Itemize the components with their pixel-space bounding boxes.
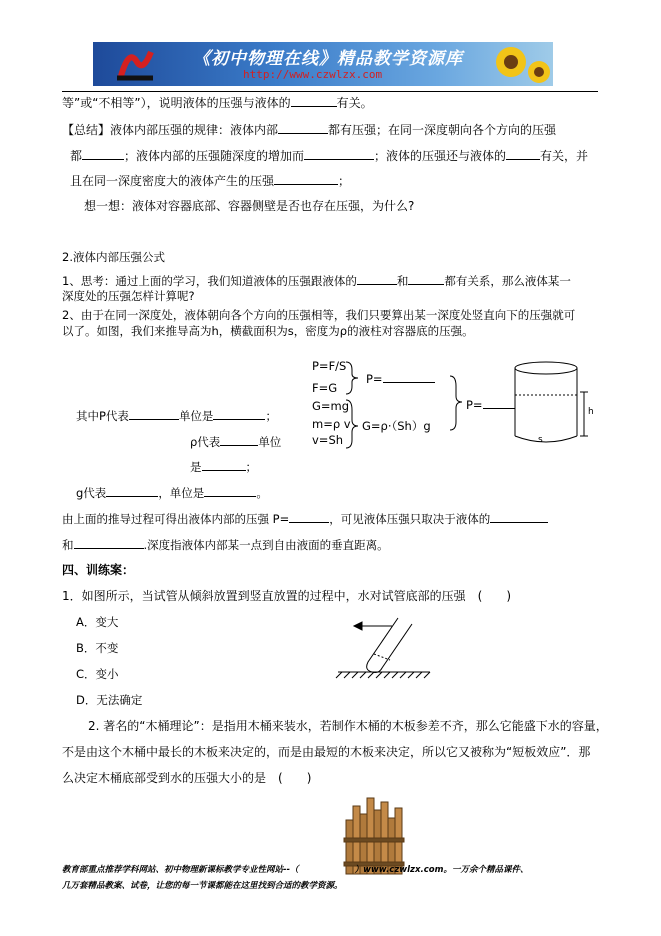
header-banner xyxy=(93,42,553,86)
question-2-line-3: 么决定木桶底部受到水的压强大小的是 ( ) xyxy=(62,771,312,785)
rho-definition: ρ代表 单位 xyxy=(190,435,282,449)
formula-mid-p: P= xyxy=(366,370,435,387)
cylinder-area-label: s xyxy=(538,435,543,445)
banner-title: 《初中物理在线》精品教学资源库 xyxy=(193,49,463,69)
cylinder-icon xyxy=(515,362,588,442)
question-1-stem: 1．如图所示，当试管从倾斜放置到竖直放置的过程中，水对试管底部的压强 ( ) xyxy=(62,589,512,603)
q2-line-2: 以了。如图，我们来推导高为h，横截面积为s，密度为ρ的液柱对容器底的压强。 xyxy=(62,324,474,338)
footer-line-2: 几万套精品教案、试卷，让您的每一节课都能在这里找到合适的教学资源。 xyxy=(62,881,343,891)
formula-g-mg: G=mg xyxy=(312,399,350,413)
ground-hatch-icon xyxy=(336,672,430,678)
section-2-title: 2.液体内部压强公式 xyxy=(62,250,165,264)
test-tube-diagram xyxy=(334,610,434,680)
summary-line-2: 都 ；液体内部的压强随深度的增加而 ；液体的压强还与液体的 有关，并 xyxy=(70,149,589,163)
banner-url: http://www.czwlzx.com xyxy=(243,68,383,81)
p-definition: 其中P代表 单位是 ； xyxy=(76,409,277,423)
footer xyxy=(62,862,598,894)
section-4-title: 四、训练案： xyxy=(62,563,135,577)
summary-line-3: 且在同一深度密度大的液体产生的压强 ； xyxy=(70,174,351,188)
logo-icon xyxy=(117,52,153,78)
summary-line-1: 【总结】液体内部压强的规律：液体内部 都有压强；在同一深度朝向各个方向的压强 xyxy=(62,123,557,137)
conclusion-line-2: 和 .深度指液体内部某一点到自由液面的垂直距离。 xyxy=(62,538,389,552)
question-1-option-d: D．无法确定 xyxy=(76,693,143,707)
arrow-left-icon xyxy=(354,622,392,630)
q1-line-2: 深度处的压强怎样计算呢? xyxy=(62,289,195,303)
q1-line-1: 1、思考：通过上面的学习，我们知道液体的压强跟液体的 和 都有关系，那么液体某一 xyxy=(62,274,571,288)
rho-unit: 是 ； xyxy=(190,460,257,474)
formula-mid-g: G=ρ·（Sh）g xyxy=(362,419,431,433)
formula-v-sh: v=Sh xyxy=(312,433,344,447)
cylinder-height-label: h xyxy=(588,407,594,417)
header-rule xyxy=(62,91,598,92)
question-1-option-b: B．不变 xyxy=(76,641,119,655)
formula-m-rho-v: m=ρ v xyxy=(312,417,351,431)
question-2-line-1: 2. 著名的“木桶理论”：是指用木桶来装水，若制作木桶的木板参差不齐，那么它能盛下水的容量， xyxy=(88,719,608,733)
formula-f-g: F=G xyxy=(312,381,338,395)
brace-lower xyxy=(346,400,358,448)
formula-p-f-s: P=F/S xyxy=(312,359,347,373)
question-1-option-c: C．变小 xyxy=(76,667,119,681)
g-definition: g代表 ，单位是 。 xyxy=(76,486,268,500)
brace-upper xyxy=(346,362,358,394)
formula-final-p: P= xyxy=(466,396,515,413)
question-1-option-a: A．变大 xyxy=(76,615,119,629)
derivation-diagram xyxy=(300,352,600,452)
sunflower-icon xyxy=(496,47,550,83)
question-2-line-2: 不是由这个木桶中最长的木板来决定的，而是由最短的木板来决定，所以它又被称为“短板效应”．那 xyxy=(62,745,591,759)
q2-line-1: 2、由于在同一深度处，液体朝向各个方向的压强相等，我们只要算出某一深度处竖直向下的压强就可 xyxy=(62,308,576,322)
think-line: 想一想：液体对容器底部、容器侧壁是否也存在压强，为什么? xyxy=(84,199,415,213)
text-line-1: 等”或“不相等”），说明液体的压强与液体的 有关。 xyxy=(62,96,373,110)
conclusion-line-1: 由上面的推导过程可得出液体内部的压强 P= ，可见液体压强只取决于液体的 xyxy=(62,510,548,527)
footer-line-1: 教育部重点推荐学科网站、初中物理新课标教学专业性网站--（ ）www.czwlzx.com。一万余个精品课件、 xyxy=(62,865,529,875)
brace-main xyxy=(450,376,462,430)
